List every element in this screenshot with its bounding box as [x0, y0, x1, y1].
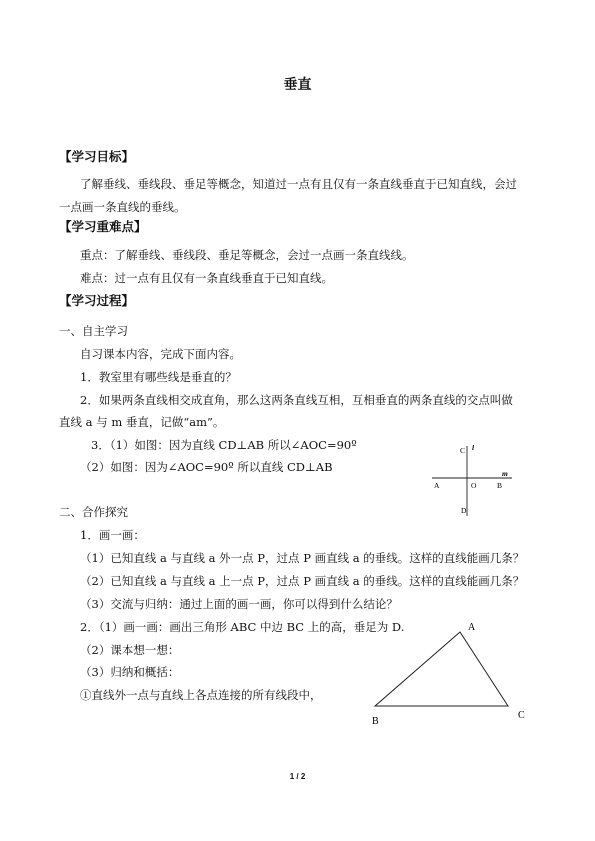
key-difficult-heading: 【学习重难点】 — [59, 219, 147, 234]
draw-item-1-3: （3）交流与归纳：通过上面的画一画，你可以得到什么结论？ — [80, 597, 398, 611]
draw-item-2-2: （2）课本想一想： — [80, 643, 180, 657]
label-triangle-c: C — [518, 710, 525, 721]
question-2-line-1: 2．如果两条直线相交成直角，那么这两条直线互相，互相垂直的两条直线的交点叫做 — [80, 393, 513, 407]
part2-heading: 二、合作探究 — [59, 505, 128, 519]
draw-item-2-4: ①直线外一点与直线上各点连接的所有线段中， — [80, 688, 322, 702]
perpendicular-lines-figure — [430, 440, 520, 520]
question-3-line-1: 3．（1）如图：因为直线 CD⊥AB 所以∠AOC=90º — [91, 438, 357, 452]
draw-item-1: 1．画一画： — [80, 528, 145, 542]
key-point: 重点：了解垂线、垂线段、垂足等概念，会过一点画一条直线线。 — [80, 248, 414, 262]
label-triangle-b: B — [372, 716, 379, 727]
label-b: B — [497, 481, 503, 490]
page-title: 垂直 — [283, 77, 312, 93]
label-triangle-a: A — [468, 622, 476, 633]
part1-intro: 自习课本内容，完成下面内容。 — [80, 347, 241, 361]
learning-goal-line-2: 一点画一条直线的垂线。 — [59, 200, 186, 214]
part1-heading: 一、自主学习 — [59, 324, 128, 338]
difficult-point: 难点：过一点有且仅有一条直线垂直于已知直线。 — [80, 271, 333, 285]
label-l: l — [472, 443, 475, 452]
triangle-abc — [375, 632, 508, 706]
question-2-line-2: 直线 a 与 m 垂直，记做“am”。 — [59, 415, 225, 429]
draw-item-1-1: （1）已知直线 a 与直线 a 外一点 P，过点 P 画直线 a 的垂线。这样的直线能画几条？ — [80, 551, 525, 565]
triangle-abc-figure — [365, 618, 540, 728]
learning-goal-heading: 【学习目标】 — [59, 149, 135, 164]
label-a: A — [434, 481, 440, 490]
label-o: O — [471, 481, 477, 490]
label-c: C — [460, 446, 466, 455]
learning-goal-line-1: 了解垂线、垂线段、垂足等概念，知道过一点有且仅有一条直线垂直于已知直线，会过 — [80, 177, 517, 191]
question-3-line-2: （2）如图：因为∠AOC=90º 所以直线 CD⊥AB — [80, 460, 333, 474]
learning-process-heading: 【学习过程】 — [59, 293, 135, 308]
question-1: 1．教室里有哪些线是垂直的？ — [80, 370, 237, 384]
label-d: D — [461, 506, 467, 515]
draw-item-1-2: （2）已知直线 a 与直线 a 上一点 P，过点 P 画直线 a 的垂线。这样的直线能画几条？ — [80, 574, 525, 588]
page-number: 1 / 2 — [289, 772, 306, 781]
draw-item-2-3: （3）归纳和概括： — [80, 665, 180, 679]
draw-item-2: 2．（1）画一画：画出三角形 ABC 中边 BC 上的高，垂足为 D. — [80, 620, 405, 634]
label-m: m — [502, 469, 508, 478]
